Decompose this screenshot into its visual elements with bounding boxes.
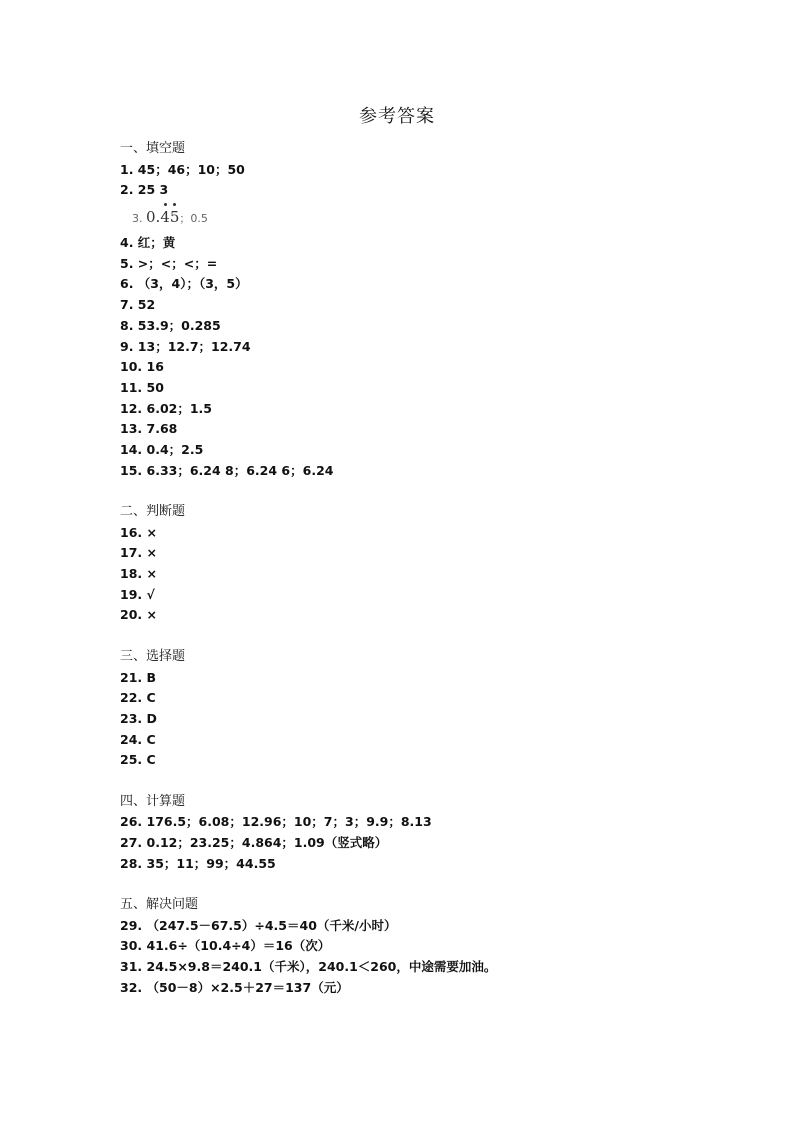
answer-item: 11. 50 — [120, 379, 164, 395]
answer-3-number: 3. — [132, 212, 143, 226]
answer-content — [120, 139, 720, 999]
repeating-digit-1: 4 — [160, 201, 170, 233]
answer-item: 5. >；<；<；= — [120, 255, 218, 271]
section-heading-true-false: 二、判断题 — [120, 504, 186, 519]
answer-item: 28. 35；11；99；44.55 — [120, 855, 276, 871]
section-heading-calculation: 四、计算题 — [120, 793, 186, 809]
repeating-decimal — [146, 208, 179, 226]
section-heading-fill-blank: 一、填空题 — [120, 141, 186, 156]
spacer — [120, 481, 720, 502]
answer-item: 29. （247.5－67.5）÷4.5＝40（千米/小时） — [120, 917, 397, 933]
answer-item: 13. 7.68 — [120, 421, 178, 437]
repeating-digit-2: 5 — [170, 201, 180, 233]
answer-item: 20. × — [120, 607, 157, 623]
spacer — [120, 874, 720, 895]
answer-item: 27. 0.12；23.25；4.864；1.09（竖式略） — [120, 835, 388, 850]
answer-item: 24. C — [120, 731, 156, 747]
spacer — [120, 771, 720, 792]
answer-item: 10. 16 — [120, 359, 164, 375]
answer-item: 17. × — [120, 545, 157, 561]
answer-item: 16. × — [120, 524, 157, 540]
answer-item: 14. 0.4；2.5 — [120, 441, 204, 457]
answer-item: 21. B — [120, 669, 157, 685]
answer-item: 30. 41.6÷（10.4÷4）＝16（次） — [120, 938, 331, 954]
answer-item: 15. 6.33；6.24 8；6.24 6；6.24 — [120, 462, 334, 478]
section-heading-multiple-choice: 三、选择题 — [120, 648, 186, 664]
answer-item: 22. C — [120, 690, 156, 706]
answer-item: 18. × — [120, 566, 157, 582]
answer-item: 32. （50－8）×2.5＋27＝137（元） — [120, 979, 349, 995]
answer-item: 7. 52 — [120, 297, 156, 313]
answer-item: 4. 红；黄 — [120, 235, 176, 251]
section-heading-problem-solving: 五、解决问题 — [120, 897, 199, 913]
answer-item: 1. 45；46；10；50 — [120, 161, 245, 177]
answer-item-3 — [120, 201, 720, 233]
answer-item: 12. 6.02；1.5 — [120, 400, 212, 416]
answer-item: 25. C — [120, 752, 156, 768]
answer-item: 2. 25 3 — [120, 182, 169, 198]
answer-3-separator: ； — [179, 212, 191, 226]
spacer — [120, 626, 720, 647]
answer-item: 9. 13；12.7；12.74 — [120, 338, 251, 354]
page-title: 参考答案 — [359, 106, 435, 127]
answer-item: 8. 53.9；0.285 — [120, 317, 221, 333]
answer-item: 23. D — [120, 710, 157, 726]
answer-item: 6. （3，4）；（3，5） — [120, 276, 248, 292]
answer-item: 19. √ — [120, 586, 155, 602]
repeating-decimal-int: 0. — [146, 208, 161, 227]
answer-3-rest: 0.5 — [190, 212, 208, 226]
answer-item: 31. 24.5×9.8＝240.1（千米），240.1＜260，中途需要加油。 — [120, 959, 497, 975]
answer-item: 26. 176.5；6.08；12.96；10；7；3；9.9；8.13 — [120, 814, 432, 830]
